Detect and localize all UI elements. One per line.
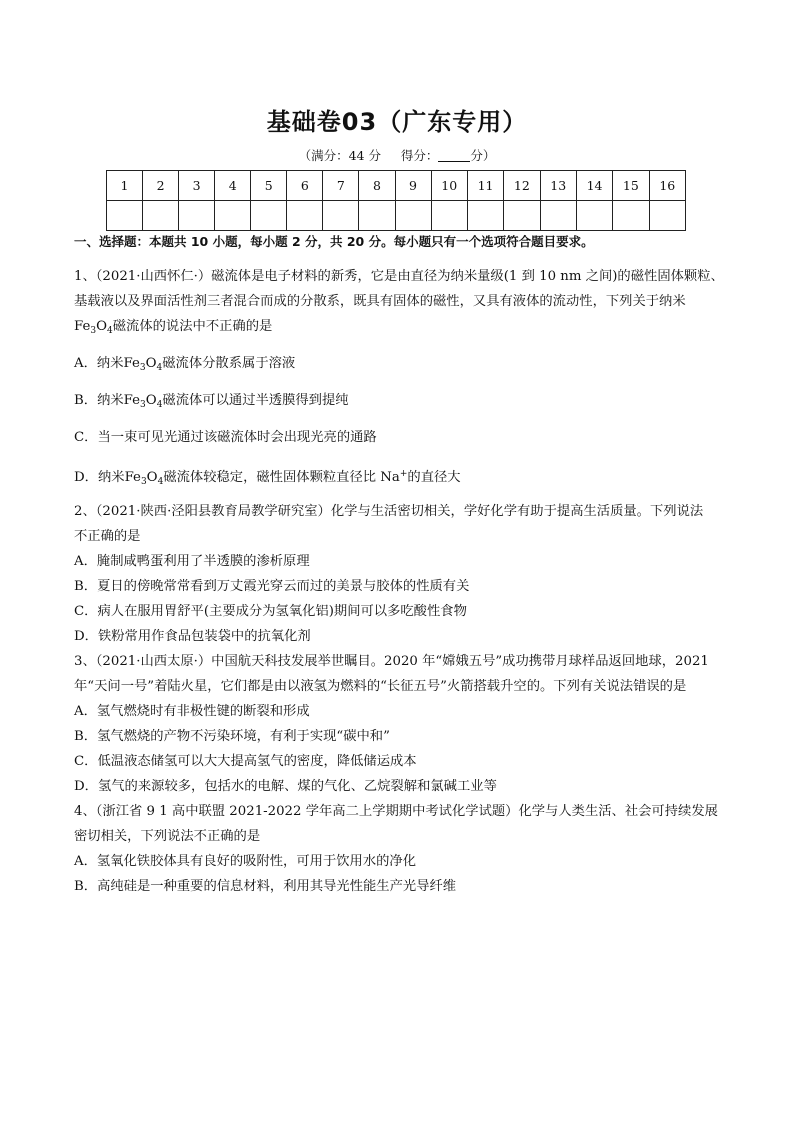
question-list [74,232,734,899]
answer-cell[interactable] [504,201,540,231]
option-c[interactable]: C．低温液态储氢可以大大提高氢气的密度，降低储运成本 [74,754,417,769]
question-stem: 基载液以及界面活性剂三者混合而成的分散系，既具有固体的磁性，又具有液体的流动性，下列关于纳米 [74,294,686,309]
answer-cell[interactable] [143,201,179,231]
option-b[interactable]: B．夏日的傍晚常常看到万丈霞光穿云而过的美景与胶体的性质有关 [74,579,470,594]
grid-number: 11 [467,171,503,201]
option-a[interactable]: A．纳米$Fe_3O_4$磁流体分散系属于溶液 [74,356,296,373]
option-a[interactable]: A．氢氧化铁胶体具有良好的吸附性，可用于饮用水的净化 [74,854,417,869]
answer-cell[interactable] [576,201,612,231]
grid-number: 1 [107,171,143,201]
option-b[interactable]: B．高纯硅是一种重要的信息材料，利用其导光性能生产光导纤维 [74,879,457,894]
answer-cell[interactable] [107,201,143,231]
question-stem: 4、（浙江省 9 1 高中联盟 2021-2022 学年高二上学期期中考试化学试题）化学与人类生活、社会可持续发展 [74,804,718,819]
answer-cell[interactable] [467,201,503,231]
option-c[interactable]: C．病人在服用胃舒平(主要成分为氢氧化铝)期间可以多吃酸性食物 [74,604,467,619]
full-score-text: （满分：44 分 [298,148,381,163]
answer-cell[interactable] [649,201,685,231]
grid-number: 5 [251,171,287,201]
question-stem: 1、（2021·山西怀仁·）磁流体是电子材料的新秀，它是由直径为纳米量级(1 到 10 nm 之间)的磁性固体颗粒、 [74,269,724,284]
option-d[interactable]: D．铁粉常用作食品包装袋中的抗氧化剂 [74,629,311,644]
option-d[interactable]: D．纳米$Fe_3O_4$磁流体较稳定，磁性固体颗粒直径比 Na+的直径大 [74,469,461,487]
answer-cell[interactable] [395,201,431,231]
question-2 [74,499,734,649]
answer-cell[interactable] [323,201,359,231]
answer-cell[interactable] [613,201,649,231]
question-stem: 2、（2021·陕西·泾阳县教育局教学研究室）化学与生活密切相关，学好化学有助于提高生活质量。下列说法 [74,504,704,519]
option-a[interactable]: A．腌制咸鸭蛋利用了半透膜的渗析原理 [74,554,310,569]
grid-number: 8 [359,171,395,201]
answer-cell[interactable] [540,201,576,231]
option-d[interactable]: D．氢气的来源较多，包括水的电解、煤的气化、乙烷裂解和氯碱工业等 [74,779,497,794]
grid-number: 14 [576,171,612,201]
score-summary [0,146,794,164]
question-3 [74,649,734,799]
question-stem: 密切相关，下列说法不正确的是 [74,829,261,844]
grid-number: 12 [504,171,540,201]
score-blank[interactable] [438,149,470,162]
option-b[interactable]: B．纳米$Fe_3O_4$磁流体可以通过半透膜得到提纯 [74,393,349,410]
answer-grid [106,170,686,231]
option-a[interactable]: A．氢气燃烧时有非极性键的断裂和形成 [74,704,310,719]
question-stem: 不正确的是 [74,529,141,544]
answer-grid-answer-row [107,201,686,231]
question-4 [74,799,734,899]
option-c[interactable]: C．当一束可见光通过该磁流体时会出现光亮的通路 [74,430,377,445]
grid-number: 3 [179,171,215,201]
answer-cell[interactable] [359,201,395,231]
grid-number: 15 [613,171,649,201]
answer-cell[interactable] [431,201,467,231]
section-heading: 一、选择题：本题共 10 小题，每小题 2 分，共 20 分。每小题只有一个选项符合题目要求。 [74,234,594,249]
question-stem: 年“天问一号”着陆火星，它们都是由以液氢为燃料的“长征五号”火箭搭载升空的。下列有关说法错误的是 [74,679,687,694]
grid-number: 13 [540,171,576,201]
question-1 [74,264,734,487]
question-stem: $Fe_3O_4$磁流体的说法中不正确的是 [74,319,273,336]
option-b[interactable]: B．氢气燃烧的产物不污染环境，有利于实现“碳中和” [74,729,390,744]
grid-number: 9 [395,171,431,201]
score-label: 得分： [400,148,439,163]
grid-number: 7 [323,171,359,201]
answer-cell[interactable] [251,201,287,231]
grid-number: 4 [215,171,251,201]
answer-grid-number-row [107,171,686,201]
grid-number: 10 [431,171,467,201]
grid-number: 16 [649,171,685,201]
grid-number: 6 [287,171,323,201]
answer-cell[interactable] [215,201,251,231]
score-suffix: 分） [470,148,496,163]
page-title: 基础卷03（广东专用） [266,108,528,136]
question-stem: 3、（2021·山西太原·）中国航天科技发展举世瞩目。2020 年“嫦娥五号”成功携带月球样品返回地球，2021 [74,654,709,669]
answer-cell[interactable] [179,201,215,231]
answer-cell[interactable] [287,201,323,231]
grid-number: 2 [143,171,179,201]
